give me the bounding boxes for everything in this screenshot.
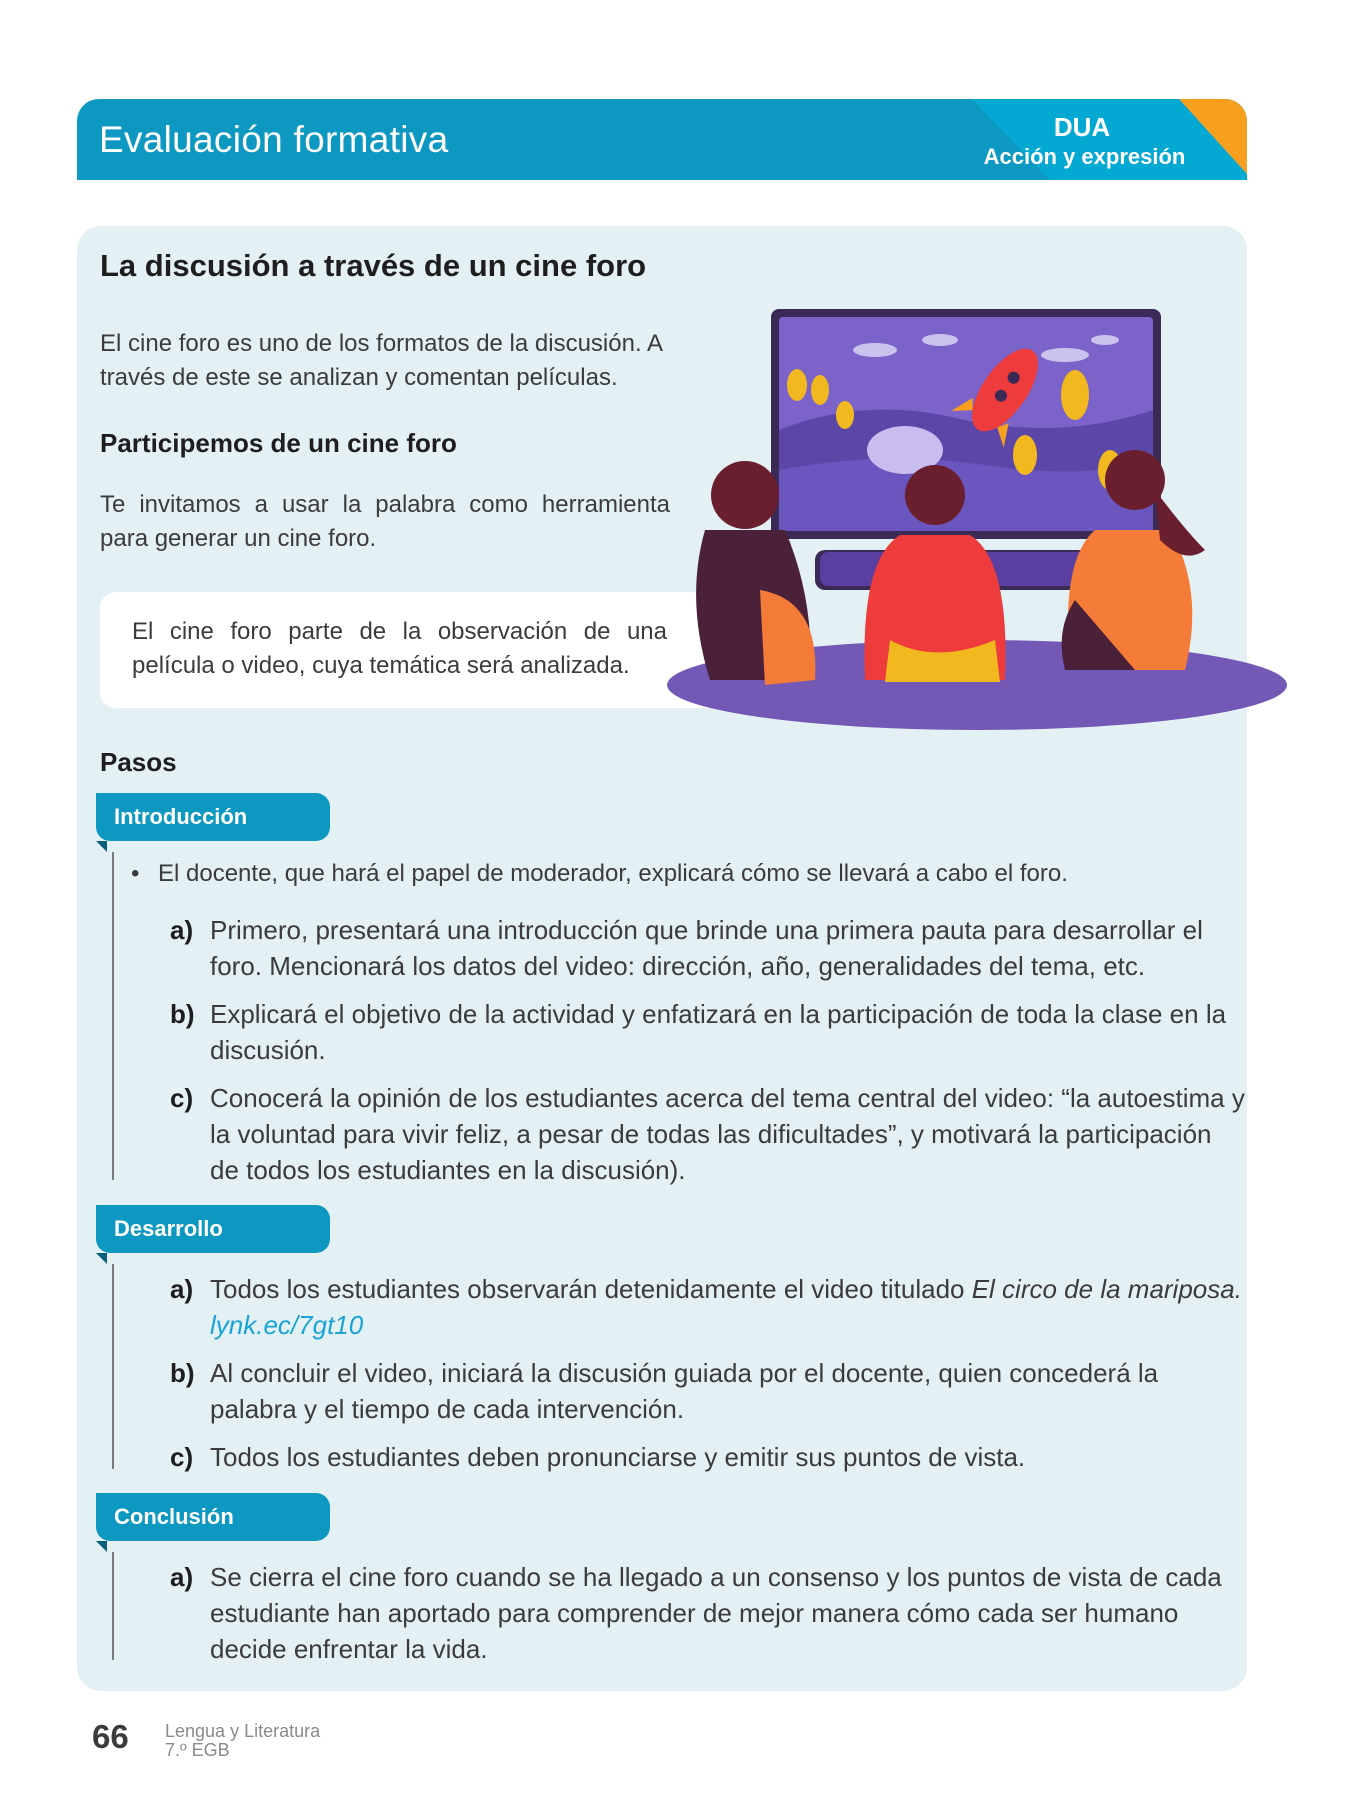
- steps-title: Pasos: [100, 747, 177, 777]
- list-item: c) Conocerá la opinión de los estudiantes acerca del tema central del video: “la autoestima y la voluntad para vivir feliz, a pesar de todas las dificultades”, y motivará la participación de todos los estudiantes en la discusión).: [170, 1083, 1245, 1185]
- divider-line: [112, 852, 114, 1180]
- intro-paragraph: El cine foro es uno de los formatos de la discusión. A través de este se analizan y comentan películas.: [100, 330, 662, 391]
- footer-subject: Lengua y Literatura 7.º EGB: [165, 1721, 321, 1760]
- page-title: La discusión a través de un cine foro: [100, 248, 647, 283]
- video-link[interactable]: lynk.ec/7gt10: [210, 1310, 364, 1340]
- video-title: El circo de la mariposa.: [971, 1274, 1242, 1304]
- page-number: 66: [92, 1718, 129, 1755]
- dua-label: DUA: [1053, 112, 1111, 142]
- dua-subtitle: Acción y expresión: [983, 144, 1186, 169]
- list-item: a) Primero, presentará una introducción que brinde una primera pauta para desarrollar el foro. Mencionará los datos del video: dirección, año, generalidades del tema, etc.: [170, 915, 1203, 981]
- tag-conclusion: [96, 1493, 330, 1541]
- bullet-icon: •: [131, 860, 140, 887]
- list-item: a) Todos los estudiantes observarán detenidamente el video titulado El circo de la mariposa. lynk.ec/7gt10: [170, 1274, 1242, 1340]
- cinema-audience-illustration: [665, 300, 1290, 740]
- subtitle: Participemos de un cine foro: [100, 428, 457, 458]
- tag-introduccion: [96, 793, 330, 841]
- section-header: [77, 99, 1247, 180]
- list-item: a) Se cierra el cine foro cuando se ha llegado a un consenso y los puntos de vista de cada estudiante han aportado para comprender de mejor manera cómo cada ser humano decide enfrentar la vida.: [170, 1562, 1222, 1664]
- tag-desarrollo: [96, 1205, 330, 1253]
- tag-label: Conclusión: [114, 1504, 234, 1529]
- intro-bullet-text: El docente, que hará el papel de moderador, explicará cómo se llevará a cabo el foro.: [158, 860, 1068, 887]
- divider-line: [112, 1552, 114, 1660]
- tag-label: Desarrollo: [114, 1216, 223, 1241]
- section-title: Evaluación formativa: [99, 119, 449, 160]
- list-item: b) Explicará el objetivo de la actividad y enfatizará en la participación de toda la clase en la discusión.: [170, 999, 1227, 1065]
- list-item: c) Todos los estudiantes deben pronunciarse y emitir sus puntos de vista.: [170, 1442, 1026, 1472]
- note-text: El cine foro parte de la observación de una película o video, cuya temática será analizada.: [132, 618, 667, 679]
- list-item: b) Al concluir el video, iniciará la discusión guiada por el docente, quien concederá la palabra y el tiempo de cada intervención.: [170, 1358, 1159, 1424]
- tag-label: Introducción: [114, 804, 248, 829]
- divider-line: [112, 1264, 114, 1469]
- invite-paragraph: Te invitamos a usar la palabra como herramienta para generar un cine foro.: [100, 491, 670, 552]
